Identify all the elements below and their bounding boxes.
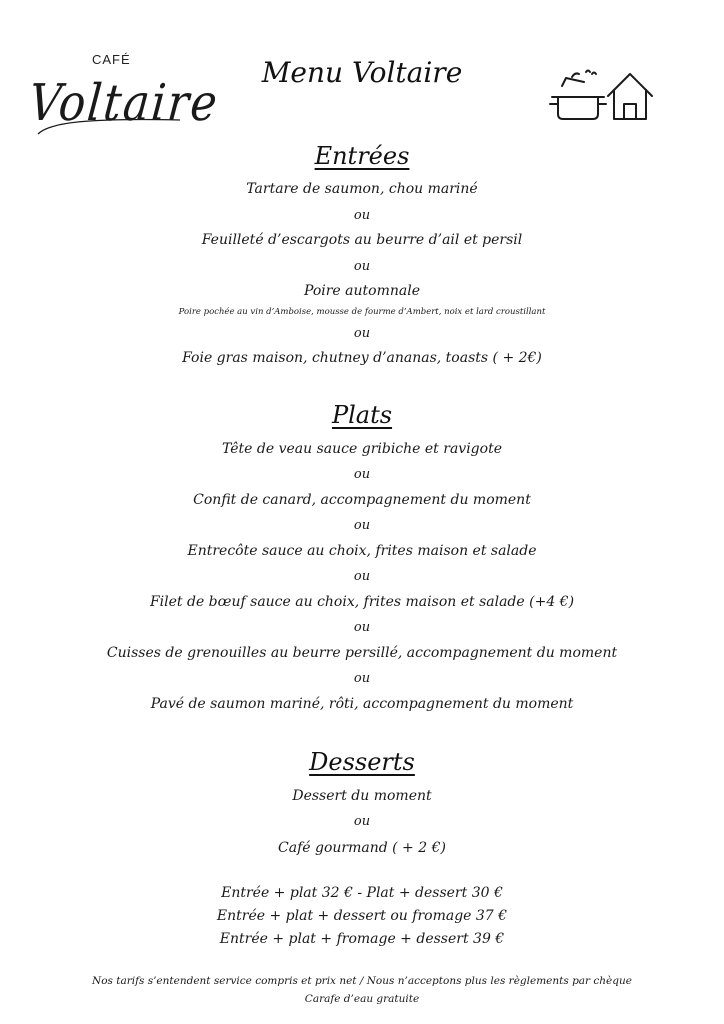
or-separator: ou [353, 569, 371, 584]
or-separator: ou [353, 671, 371, 686]
or-separator: ou [353, 326, 371, 341]
menu-item: Tête de veau sauce gribiche et ravigote [222, 441, 502, 457]
entrees-section [0, 142, 724, 170]
desserts-section [0, 748, 724, 776]
or-separator: ou [353, 620, 371, 635]
menu-item: Dessert du moment [292, 788, 432, 804]
formula-line: Entrée + plat + dessert ou fromage 37 € [216, 908, 508, 924]
menu-item: Confit de canard, accompagnement du moment [193, 492, 531, 508]
or-separator: ou [353, 467, 371, 482]
menu-item-description: Poire pochée au vin d’Amboise, mousse de fourme d’Ambert, noix et lard croustillant [178, 307, 546, 317]
cooking-pot-icon [550, 71, 606, 120]
menu-item: Entrecôte sauce au choix, frites maison et salade [187, 543, 537, 559]
menu-item: Poire automnale [303, 283, 420, 299]
menu-item: Filet de bœuf sauce au choix, frites maison et salade (+4 €) [149, 594, 575, 610]
plats-heading: Plats [331, 401, 393, 429]
header-icons [548, 66, 658, 126]
formula-line: Entrée + plat 32 € - Plat + dessert 30 € [221, 885, 503, 901]
menu-item: Café gourmand ( + 2 €) [278, 840, 446, 856]
menu-item: Feuilleté d’escargots au beurre d’ail et persil [201, 232, 523, 248]
entrees-heading: Entrées [314, 142, 410, 170]
menu-item: Foie gras maison, chutney d’ananas, toasts ( + 2€) [182, 350, 542, 366]
menu-item: Pavé de saumon mariné, rôti, accompagnement du moment [150, 696, 574, 712]
logo-voltaire-text: Voltaire [26, 74, 222, 133]
formula-line: Entrée + plat + fromage + dessert 39 € [219, 931, 505, 947]
footer-note: Carafe d’eau gratuite [304, 993, 420, 1005]
menu-item: Cuisses de grenouilles au beurre persillé, accompagnement du moment [106, 645, 618, 661]
logo-cafe-text: CAFÉ [92, 52, 131, 67]
plats-section [0, 401, 724, 429]
menu-title: Menu Voltaire [261, 56, 463, 89]
or-separator: ou [353, 518, 371, 533]
or-separator: ou [353, 814, 371, 829]
or-separator: ou [353, 208, 371, 223]
or-separator: ou [353, 259, 371, 274]
desserts-heading: Desserts [309, 748, 415, 776]
menu-item: Tartare de saumon, chou mariné [246, 181, 478, 197]
house-icon [608, 74, 652, 119]
footer-note: Nos tarifs s’entendent service compris et prix net / Nous n’acceptons plus les règlements par chèque [92, 975, 632, 987]
